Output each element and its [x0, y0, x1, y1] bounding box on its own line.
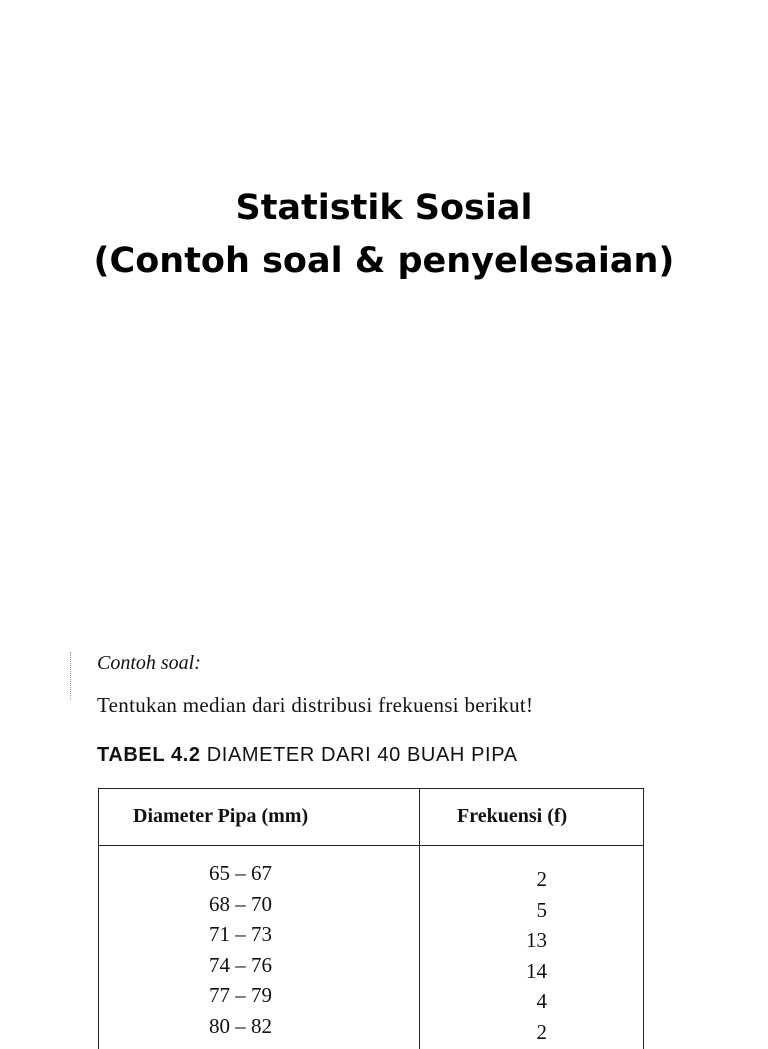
table-row: [99, 861, 643, 892]
instruction-text: Tentukan median dari distribusi frekuensi berikut!: [97, 693, 534, 717]
slide-title-line-1: Statistik Sosial: [235, 188, 533, 228]
diameter-range-cell: 74 – 76: [209, 952, 272, 977]
slide-title: [0, 182, 768, 288]
table-row: [99, 953, 643, 984]
margin-mark: [70, 652, 71, 700]
table-caption: [97, 744, 518, 767]
frequency-table: [98, 788, 644, 1049]
table-row: [99, 922, 643, 953]
frequency-cell: 14: [526, 958, 547, 983]
slide-title-line-2: (Contoh soal & penyelesaian): [93, 241, 675, 281]
header-divider: [99, 845, 643, 846]
table-caption-text: DIAMETER DARI 40 BUAH PIPA: [206, 744, 518, 766]
header-diameter: Diameter Pipa (mm): [133, 805, 309, 827]
frequency-cell: 5: [536, 897, 547, 922]
table-body: [99, 861, 643, 1044]
table-row: [99, 983, 643, 1014]
example-label: Contoh soal:: [97, 652, 201, 674]
table-row: [99, 892, 643, 923]
diameter-range-cell: 80 – 82: [209, 1013, 272, 1038]
frequency-cell: 13: [526, 928, 547, 952]
frequency-cell: 4: [536, 989, 547, 1013]
diameter-range-cell: 77 – 79: [209, 983, 272, 1007]
diameter-range-cell: 65 – 67: [209, 861, 272, 885]
frequency-cell: 2: [536, 867, 547, 891]
table-row: [99, 1014, 643, 1045]
header-frequency: Frekuensi (f): [457, 805, 568, 827]
diameter-range-cell: 68 – 70: [209, 891, 272, 916]
scanned-textbook-excerpt: [0, 640, 768, 1044]
frequency-cell: 2: [536, 1019, 547, 1044]
table-caption-number: TABEL 4.2: [97, 744, 201, 766]
diameter-range-cell: 71 – 73: [209, 922, 272, 946]
